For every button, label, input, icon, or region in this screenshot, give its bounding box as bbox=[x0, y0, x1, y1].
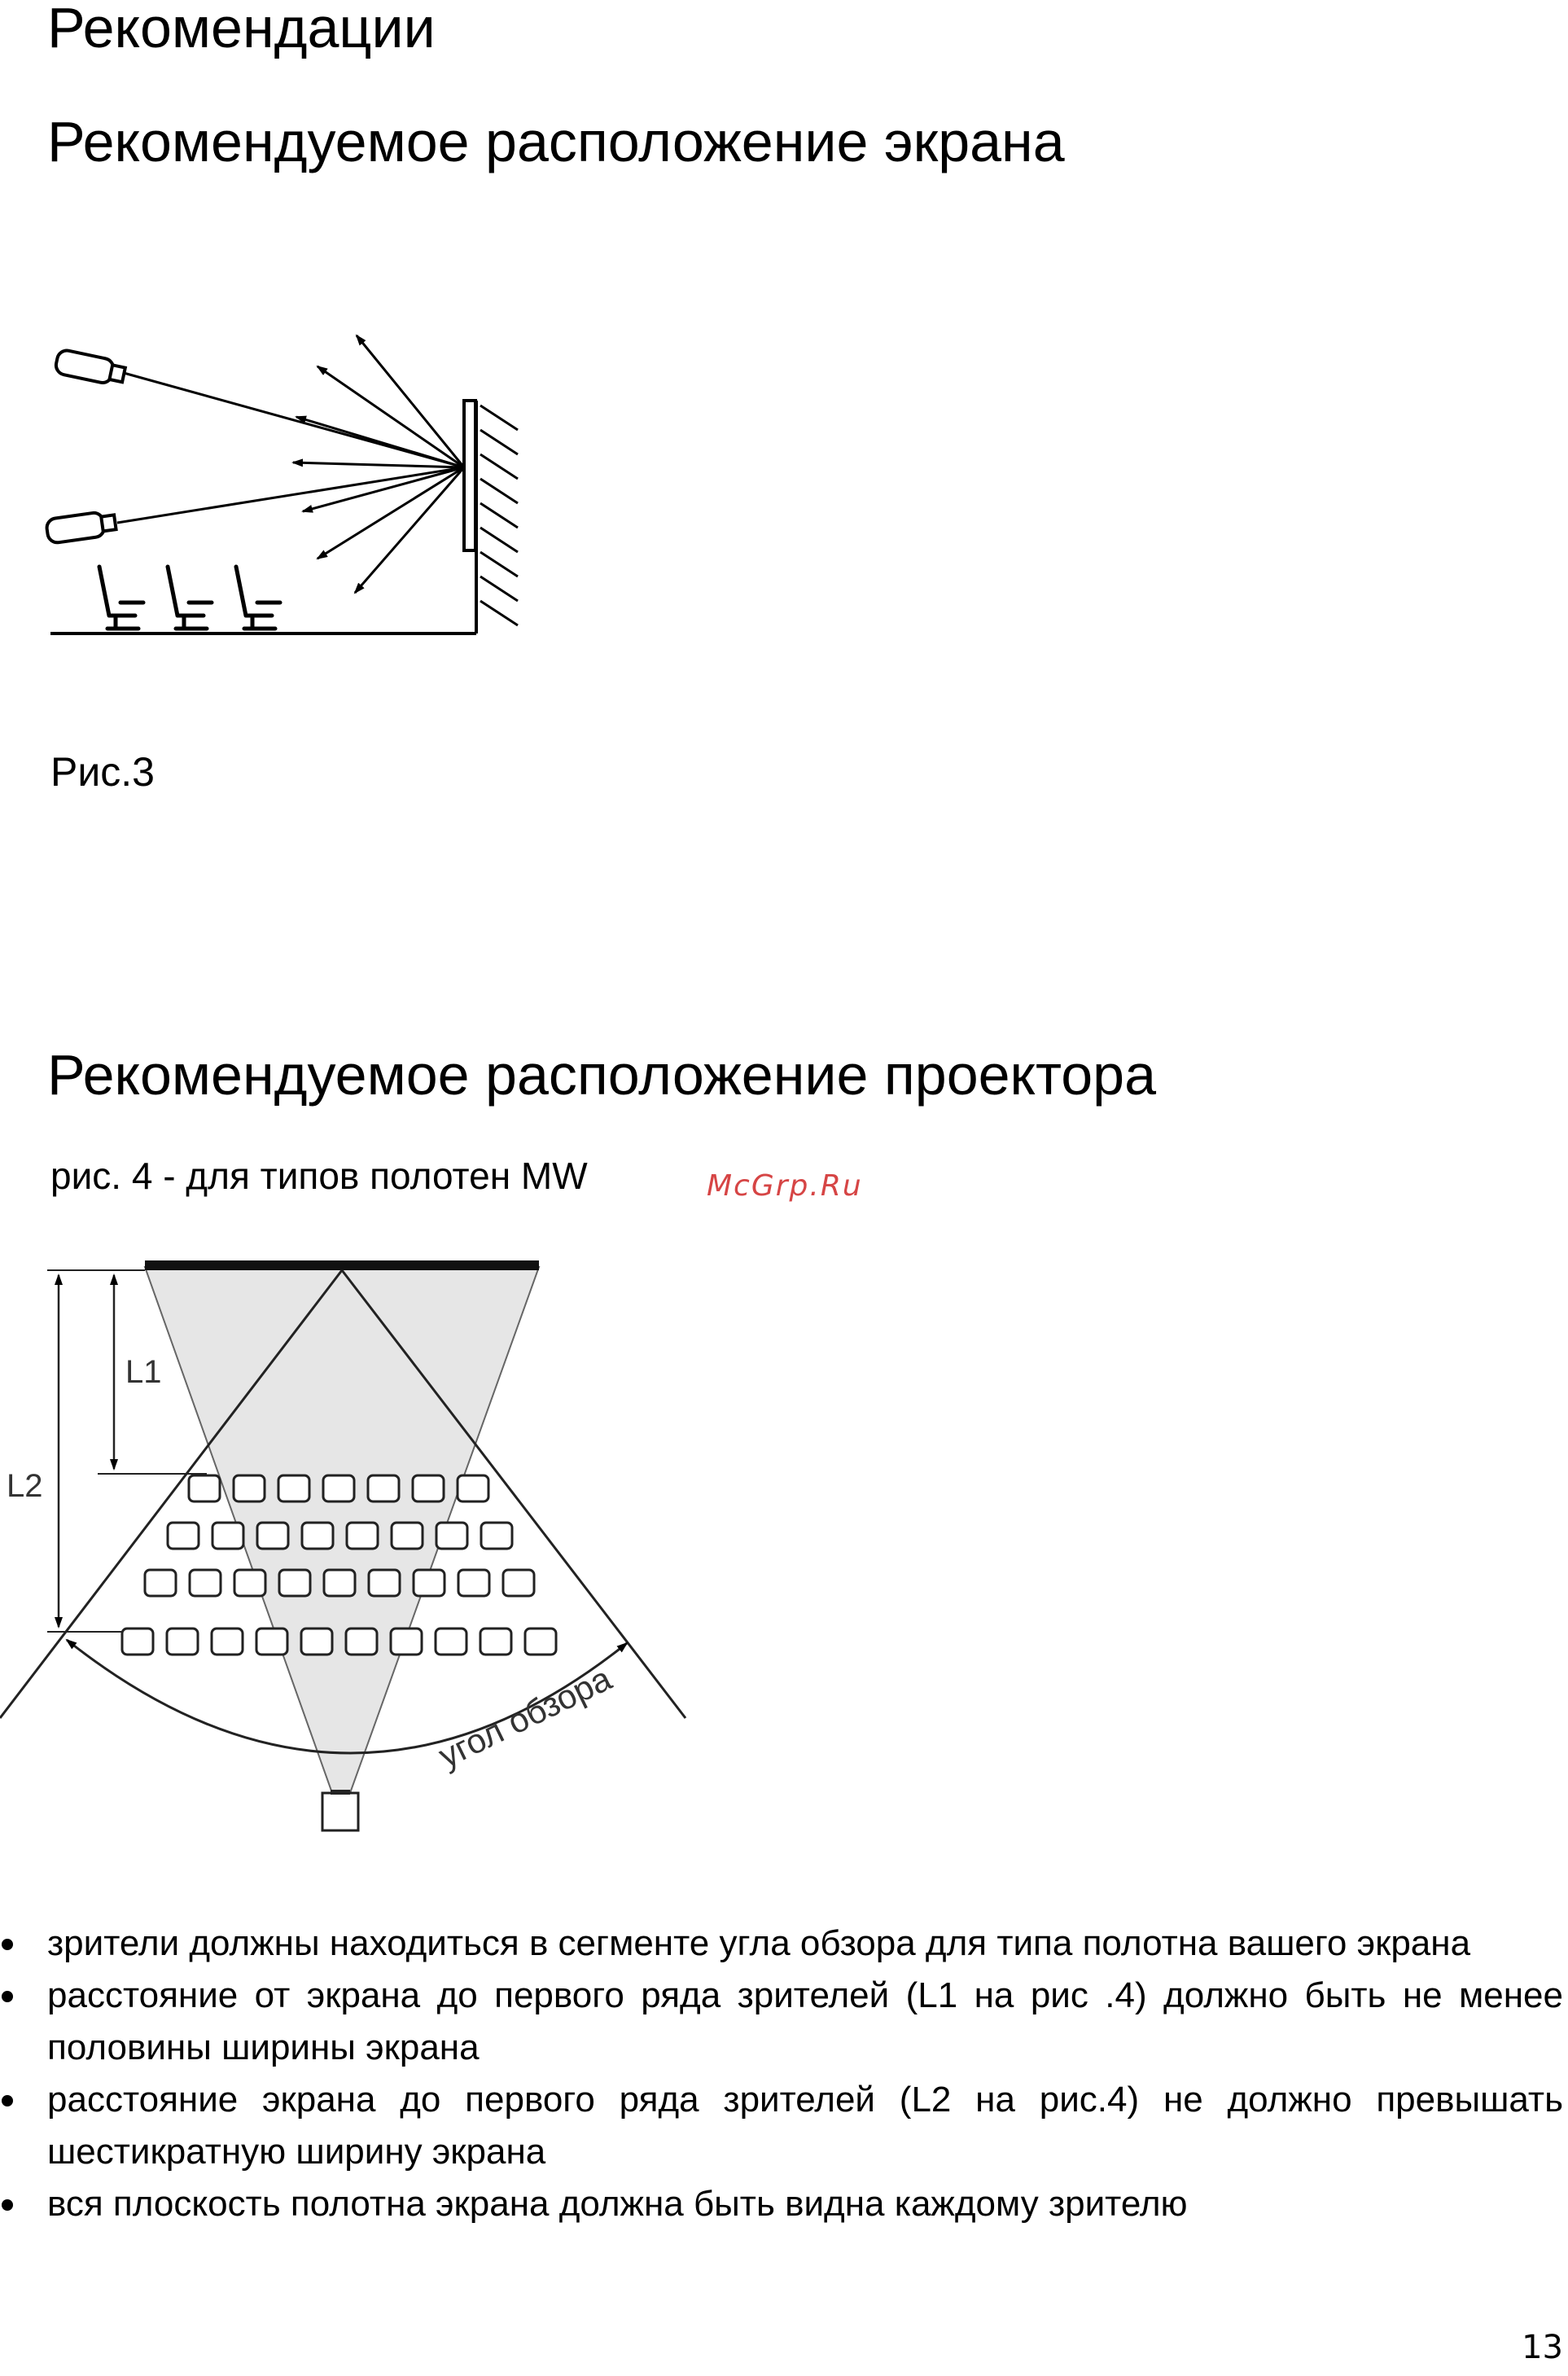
seat-icon bbox=[167, 1629, 198, 1655]
list-item: расстояние от экрана до первого ряда зрителей (L1 на рис .4) должно быть не менее половины ширины экрана bbox=[0, 1970, 1563, 2074]
seat-icon bbox=[436, 1523, 467, 1549]
seat-icon bbox=[236, 567, 280, 629]
list-item: вся плоскость полотна экрана должна быть видна каждому зрителю bbox=[0, 2178, 1563, 2230]
projector-bottom-icon bbox=[46, 510, 116, 543]
section-heading-projector: Рекомендуемое расположение проектора bbox=[47, 1043, 1157, 1107]
figure-3-caption: Рис.3 bbox=[50, 749, 155, 795]
watermark: McGrp.Ru bbox=[707, 1169, 863, 1203]
label-l1: L1 bbox=[125, 1354, 162, 1390]
projector-top-icon bbox=[55, 349, 126, 387]
seat-icon bbox=[347, 1523, 378, 1549]
seat-icon bbox=[279, 1570, 310, 1596]
screen-panel bbox=[464, 401, 475, 550]
seat-icon bbox=[234, 1475, 265, 1501]
list-item: расстояние экрана до первого ряда зрителей (L2 на рис.4) не должно превышать шестикратную ширину экрана bbox=[0, 2074, 1563, 2178]
page-number: 13 bbox=[1522, 2329, 1563, 2366]
seat-icon bbox=[212, 1523, 243, 1549]
seat-icon bbox=[458, 1475, 488, 1501]
seat-icon bbox=[145, 1570, 176, 1596]
label-l2: L2 bbox=[7, 1468, 43, 1504]
label-view-angle: угол обзора bbox=[432, 1659, 618, 1776]
seat-icon bbox=[212, 1629, 243, 1655]
figure-4-caption: рис. 4 - для типов полотен MW bbox=[50, 1155, 588, 1197]
seat-icon bbox=[436, 1629, 466, 1655]
seat-icon bbox=[346, 1629, 377, 1655]
seat-icon bbox=[503, 1570, 534, 1596]
wall-hatching bbox=[480, 405, 518, 625]
seat-icon bbox=[458, 1570, 489, 1596]
seat-icon bbox=[278, 1475, 309, 1501]
page-title: Рекомендации bbox=[47, 0, 436, 59]
recommendations-list bbox=[0, 1918, 1563, 2230]
seat-icon bbox=[324, 1570, 355, 1596]
reflection-arrows bbox=[293, 335, 464, 593]
projector-icon bbox=[322, 1793, 358, 1830]
seat-icon bbox=[481, 1523, 512, 1549]
seat-icon bbox=[302, 1523, 333, 1549]
seat-row-3 bbox=[145, 1570, 534, 1596]
figure-4-projector-diagram bbox=[0, 1246, 733, 1848]
seat-row-1 bbox=[189, 1475, 488, 1501]
seat-icon bbox=[256, 1629, 287, 1655]
seat-icon bbox=[122, 1629, 153, 1655]
seat-icon bbox=[414, 1570, 445, 1596]
figure-3-screen-diagram bbox=[0, 309, 570, 651]
seat-icon bbox=[525, 1629, 556, 1655]
seat-icon bbox=[234, 1570, 265, 1596]
seat-icon bbox=[323, 1475, 354, 1501]
seat-icon bbox=[190, 1570, 221, 1596]
seat-icon bbox=[413, 1475, 444, 1501]
seat-icon bbox=[168, 1523, 199, 1549]
seat-icon bbox=[99, 567, 143, 629]
screen-bar bbox=[145, 1260, 539, 1270]
seat-icon bbox=[189, 1475, 220, 1501]
projection-beam-bottom bbox=[117, 467, 464, 523]
seat-icons bbox=[99, 567, 280, 629]
seat-icon bbox=[480, 1629, 511, 1655]
seat-icon bbox=[369, 1570, 400, 1596]
list-item: зрители должны находиться в сегменте угла обзора для типа полотна вашего экрана bbox=[0, 1918, 1563, 1970]
seat-icon bbox=[368, 1475, 399, 1501]
section-heading-screen: Рекомендуемое расположение экрана bbox=[47, 110, 1065, 173]
seat-icon bbox=[392, 1523, 423, 1549]
seat-icon bbox=[257, 1523, 288, 1549]
seat-icon bbox=[168, 567, 212, 629]
seat-icon bbox=[301, 1629, 332, 1655]
projection-cone bbox=[145, 1267, 539, 1793]
seat-icon bbox=[391, 1629, 422, 1655]
